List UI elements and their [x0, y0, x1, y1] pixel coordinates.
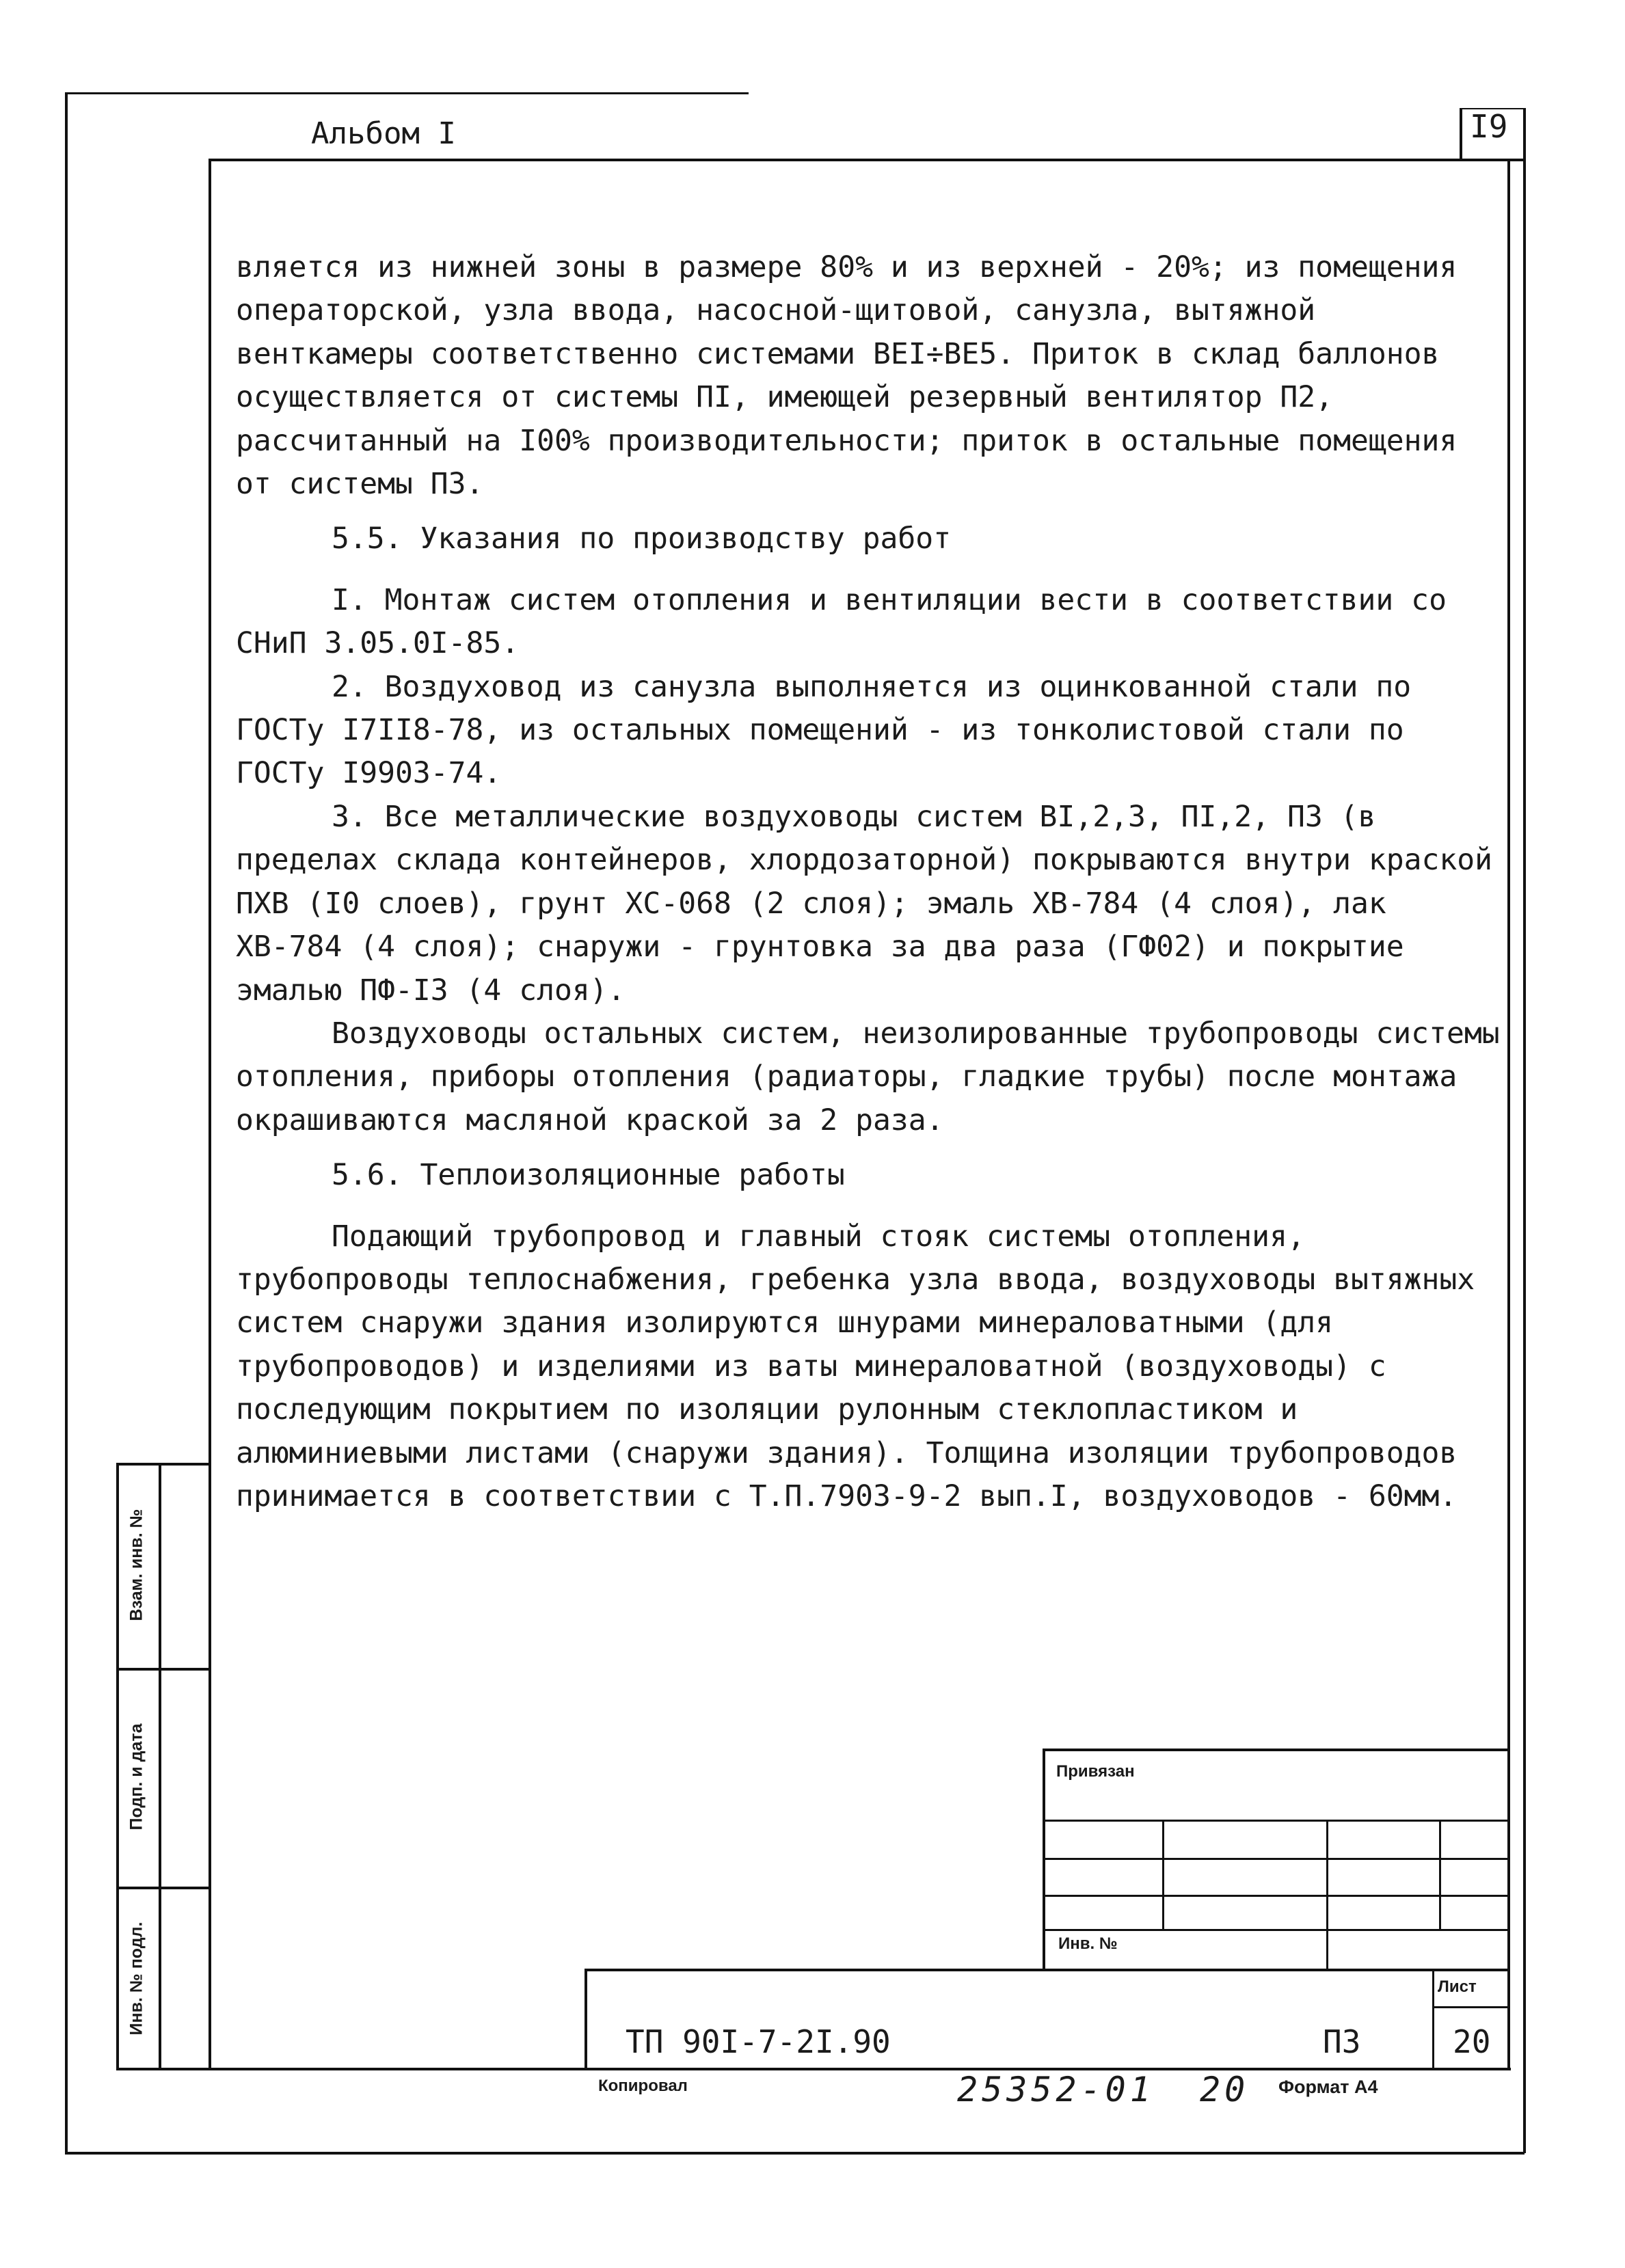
- stamp-list-label: Лист: [1438, 1977, 1477, 1996]
- side-label-podp-data: Подп. и дата: [126, 1723, 146, 1831]
- stamp-list-div: [1432, 2006, 1509, 2008]
- outer-frame-bottom: [65, 2152, 1525, 2155]
- paragraph-ventilation: вляется из нижней зоны в размере 80% и из верхней - 20%; из помещения операторской, узла ввода, насосной-щитовой, санузла, вытяжной венткамеры соответственно системами BEI÷BE5. Приток в склад баллонов осуществляется от системы ПI, имеющей резервный вентилятор П2, рассчитанный на I00% производительности; приток в остальные помещения от системы П3.: [236, 250, 1458, 502]
- side-label-inv-podl: Инв. № подл.: [126, 1921, 146, 2036]
- body-text: [236, 246, 1507, 1518]
- inner-frame-bottom: [116, 2068, 1511, 2070]
- top-scan-line: [65, 92, 749, 94]
- album-title: Альбом I: [311, 116, 456, 151]
- inner-frame-right: [1507, 159, 1510, 2069]
- stamp-section-code: П3: [1323, 2023, 1361, 2060]
- inner-frame-left: [209, 159, 211, 2069]
- sheet-number: I9: [1470, 108, 1508, 145]
- section-heading-5-6: 5.6. Теплоизоляционные работы: [332, 1158, 845, 1193]
- stamp-grid-row4: [1043, 1929, 1509, 1931]
- paragraph-item-2: 2. Воздуховод из санузла выполняется из оцинкованной стали по ГОСТу I7II8-78, из остальных помещений - из тонколистовой стали по ГОСТу I9903-74.: [236, 669, 1412, 791]
- outer-frame-left: [65, 92, 68, 2153]
- side-stamp-left: [116, 1463, 119, 2069]
- side-label-vzam-inv: Взам. инв. №: [126, 1509, 146, 1621]
- stamp-grid-col3: [1439, 1820, 1441, 1929]
- footer-format: Формат А4: [1278, 2077, 1378, 2097]
- paragraph-item-3: 3. Все металлические воздуховоды систем BI,2,3, ПI,2, П3 (в пределах склада контейнеров, хлордозаторной) покрываются внутри краской ПХВ (I0 слоев), грунт ХС-068 (2 слоя); эмаль ХВ-784 (4 слоя), лак ХВ-784 (4 слоя); снаружи - грунтовка за два раза (ГФ02) и покрытие эмалью ПФ-I3 (4 слоя).: [236, 799, 1493, 1008]
- stamp-main-top: [585, 1969, 1509, 1971]
- paragraph-insulation: Подающий трубопровод и главный стояк системы отопления, трубопроводы теплоснабжения, гребенка узла ввода, воздуховоды вытяжных систем снаружи здания изолируются шнурами минераловатными (для трубопроводов) и изделиями из ваты минераловатной (воздуховоды) с последующим покрытием по изоляции рулонным стеклопластиком и алюминиевыми листами (снаружи здания). Толщина изоляции трубопроводов принимается в соответствии с Т.П.7903-9-2 вып.I, воздуховодов - 60мм.: [236, 1219, 1475, 1513]
- stamp-privyazan-top: [1043, 1749, 1509, 1751]
- stamp-grid-col2: [1326, 1820, 1328, 1971]
- stamp-grid-col1: [1162, 1820, 1164, 1929]
- stamp-list-left: [1432, 1969, 1434, 2069]
- stamp-doc-code: ТП 90I-7-2I.90: [626, 2023, 891, 2060]
- stamp-main-left: [585, 1969, 587, 2069]
- footer-copied: Копировал: [598, 2077, 688, 2095]
- inner-frame-top: [209, 159, 1525, 161]
- stamp-page-number: 20: [1453, 2023, 1491, 2060]
- stamp-inv-no-label: Инв. №: [1058, 1934, 1118, 1953]
- outer-frame-right: [1523, 108, 1526, 2153]
- stamp-privyazan-label: Привязан: [1056, 1762, 1135, 1781]
- side-stamp-div1: [116, 1668, 210, 1671]
- section-heading-5-5: 5.5. Указания по производству работ: [332, 522, 952, 556]
- paragraph-other-systems: Воздуховоды остальных систем, неизолированные трубопроводы системы отопления, приборы отопления (радиаторы, гладкие трубы) после монтажа окрашиваются масляной краской за 2 раза.: [236, 1016, 1500, 1137]
- footer-order-number-2: 20: [1200, 2070, 1250, 2109]
- footer-order-number: 25352-01: [957, 2070, 1155, 2109]
- paragraph-item-1: I. Монтаж систем отопления и вентиляции вести в соответствии со СНиП 3.05.0I-85.: [236, 582, 1447, 661]
- sheet-box-left: [1460, 108, 1462, 160]
- side-stamp-mid: [159, 1463, 161, 2069]
